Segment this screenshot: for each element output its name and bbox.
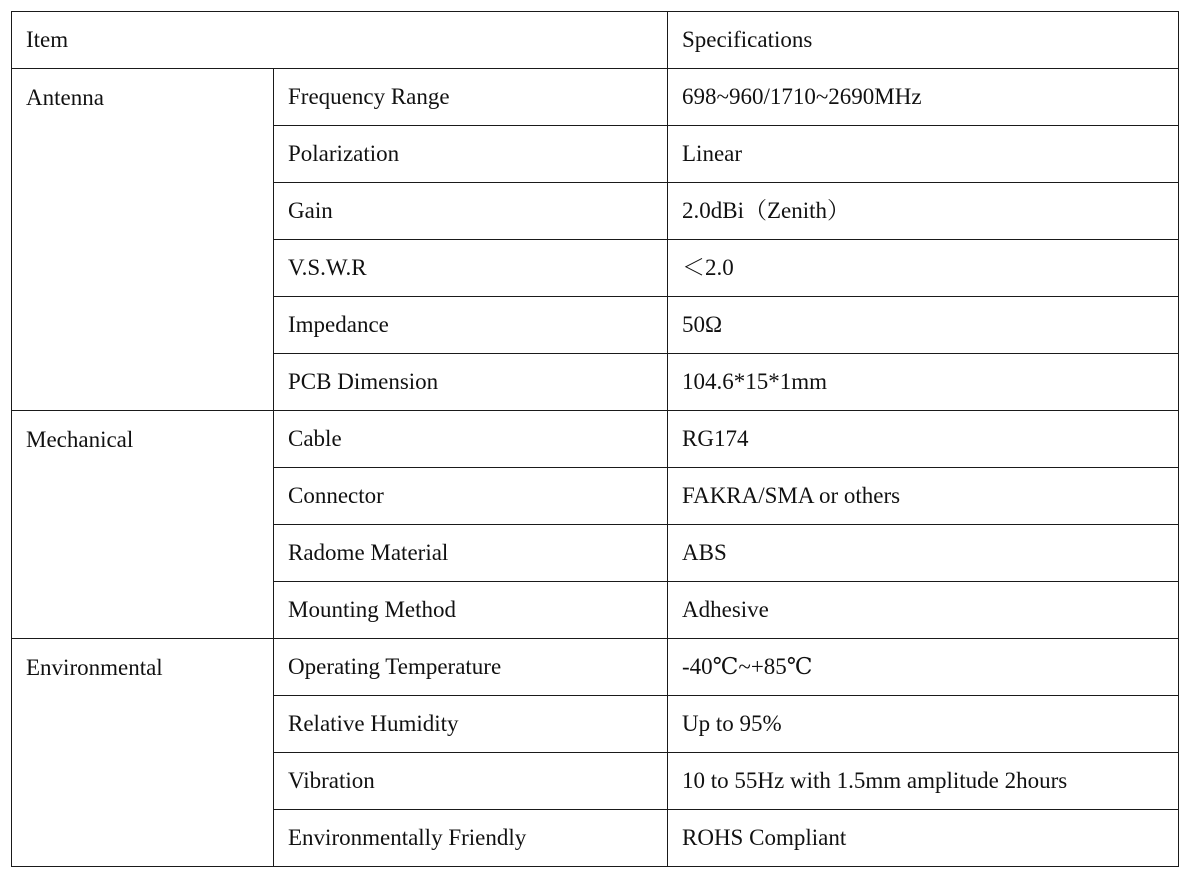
param-connector: Connector (274, 468, 668, 525)
param-radome-material: Radome Material (274, 525, 668, 582)
value-operating-temperature: -40℃~+85℃ (668, 639, 1179, 696)
value-impedance: 50Ω (668, 297, 1179, 354)
param-gain: Gain (274, 183, 668, 240)
table-row (12, 69, 1179, 126)
param-relative-humidity: Relative Humidity (274, 696, 668, 753)
value-frequency-range: 698~960/1710~2690MHz (668, 69, 1179, 126)
table-row (12, 411, 1179, 468)
table-header-row (12, 12, 1179, 69)
header-specifications: Specifications (668, 12, 1179, 69)
param-pcb-dimension: PCB Dimension (274, 354, 668, 411)
value-connector: FAKRA/SMA or others (668, 468, 1179, 525)
param-frequency-range: Frequency Range (274, 69, 668, 126)
value-vibration: 10 to 55Hz with 1.5mm amplitude 2hours (668, 753, 1179, 810)
value-mounting-method: Adhesive (668, 582, 1179, 639)
value-radome-material: ABS (668, 525, 1179, 582)
param-mounting-method: Mounting Method (274, 582, 668, 639)
table-row (12, 639, 1179, 696)
group-antenna: Antenna (12, 69, 274, 411)
value-gain: 2.0dBi（Zenith） (668, 183, 1179, 240)
param-operating-temperature: Operating Temperature (274, 639, 668, 696)
header-item: Item (12, 12, 668, 69)
param-vibration: Vibration (274, 753, 668, 810)
value-pcb-dimension: 104.6*15*1mm (668, 354, 1179, 411)
value-environmentally-friendly: ROHS Compliant (668, 810, 1179, 867)
param-impedance: Impedance (274, 297, 668, 354)
param-vswr: V.S.W.R (274, 240, 668, 297)
value-relative-humidity: Up to 95% (668, 696, 1179, 753)
group-mechanical: Mechanical (12, 411, 274, 639)
param-cable: Cable (274, 411, 668, 468)
value-polarization: Linear (668, 126, 1179, 183)
specifications-table (11, 11, 1179, 867)
value-cable: RG174 (668, 411, 1179, 468)
param-polarization: Polarization (274, 126, 668, 183)
value-vswr: ＜2.0 (668, 240, 1179, 297)
param-environmentally-friendly: Environmentally Friendly (274, 810, 668, 867)
group-environmental: Environmental (12, 639, 274, 867)
